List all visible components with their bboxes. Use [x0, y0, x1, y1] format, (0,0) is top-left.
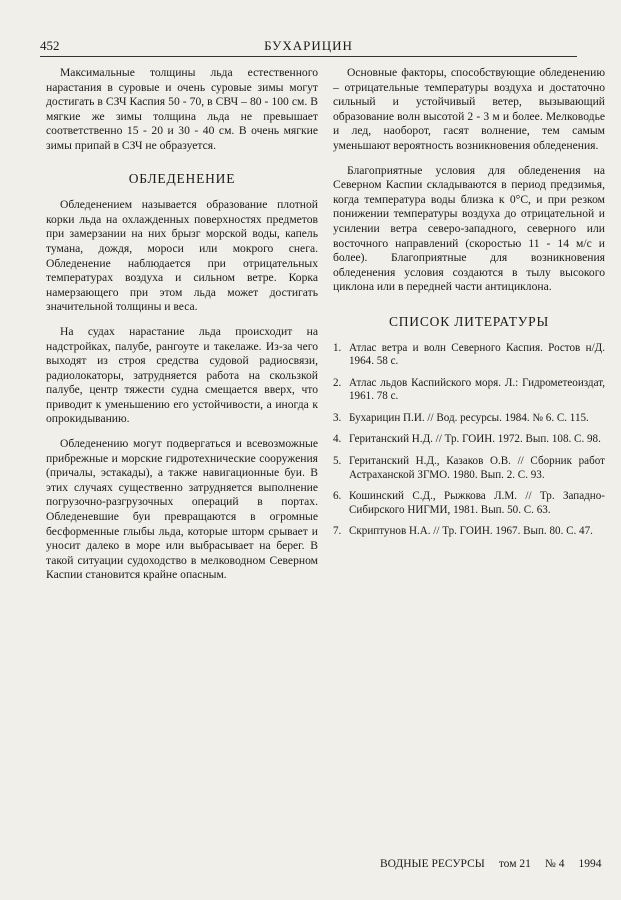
reference-number: 1.	[333, 341, 342, 354]
page-number: 452	[40, 38, 60, 53]
reference-number: 6.	[333, 490, 342, 503]
reference-text: Геританский Н.Д. // Тр. ГОИН. 1972. Вып. 108. С. 98.	[349, 433, 601, 446]
reference-number: 4.	[333, 433, 342, 446]
reference-text: Атлас льдов Каспийского моря. Л.: Гидрометеоиздат, 1961. 78 с.	[349, 376, 605, 403]
reference-list	[333, 342, 605, 540]
journal-issue: № 4	[544, 858, 565, 870]
journal-year: 1994	[578, 858, 602, 870]
page-footer	[380, 858, 601, 870]
reference-text: Бухарицин П.И. // Вод. ресурсы. 1984. № 6. С. 115.	[349, 411, 589, 424]
references-heading: СПИСОК ЛИТЕРАТУРЫ	[388, 313, 550, 329]
left-column	[46, 66, 318, 593]
reference-item	[333, 490, 605, 517]
reference-text: Геританский Н.Д., Казаков О.В. // Сборник работ Астраханской ЗГМО. 1980. Вып. 2. С. 93.	[349, 455, 605, 481]
reference-number: 2.	[333, 376, 342, 389]
paragraph: На судах нарастание льда происходит на надстройках, палубе, рангоуте и такелаже. Из-за чего выходят из строя средства судовой радиосвязи, радиолокаторы, затрудняется работа на скользкой палубе, центр тяжести судна смещается вверх, что приводит к уменьшению его устойчивости, а иногда к опрокидыванию.	[46, 324, 318, 426]
reference-item	[333, 342, 605, 369]
reference-item	[333, 455, 605, 482]
paragraph: Благоприятные условия для обледенения на Северном Каспии складываются в период предзимья, когда температура воды близка к 0°С, и при резком понижении температуры воздуха до отрицательной и усилении ветра северо-западного, северного или восточного направлений (скоростью 11 - 14 м/с и более). Благоприятные для возникновения обледенения условия создаются в тылу высокого циклона или в передней части антициклона.	[333, 163, 605, 294]
journal-name: ВОДНЫЕ РЕСУРСЫ	[380, 858, 485, 870]
reference-item	[333, 525, 605, 539]
page-header	[40, 38, 577, 57]
journal-volume: том 21	[498, 858, 531, 870]
reference-text: Кошинский С.Д., Рыжкова Л.М. // Тр. Западно-Сибирского НИГМИ, 1981. Вып. 50. С. 63.	[349, 490, 605, 516]
reference-item	[333, 377, 605, 404]
reference-number: 3.	[333, 411, 342, 424]
section-heading: ОБЛЕДЕНЕНИЕ	[128, 170, 236, 186]
reference-number: 7.	[333, 525, 342, 538]
paragraph: Максимальные толщины льда естественного нарастания в суровые и очень суровые зимы могут достигать в СЗЧ Каспия 50 - 70, в СВЧ – 80 - 100 см. В мягкие же зимы толщина льда не превышает соответственно 15 - 20 и 30 - 40 см. В очень мягкие зимы припай в СЗЧ не образуется.	[46, 66, 318, 152]
paragraph: Основные факторы, способствующие обледенению – отрицательные температуры воздуха и достаточно сильный и устойчивый ветер, вызывающий образование волн высотой 2 - 3 м и более. Мелководье и лед, наоборот, гасят волнение, тем самым уменьшают вероятность возникновения обледенения.	[333, 66, 605, 152]
reference-number: 5.	[333, 455, 342, 468]
reference-item	[333, 433, 605, 447]
paragraph: Обледенению могут подвергаться и всевозможные прибрежные и морские гидротехнические сооружения (причалы, эстакады), а также навигационные буи. В этих случаях существенно затрудняется выполнение погрузочно-разгрузочных операций в портах. Обледеневшие буи превращаются в огромные бесформенные глыбы льда, которые шторм срывает и уносит далеко в море или выбрасывает на берег. В такой ситуации судоходство в мелководном Северном Каспии становится крайне опасным.	[46, 437, 318, 582]
reference-text: Скриптунов Н.А. // Тр. ГОИН. 1967. Вып. 80. С. 47.	[349, 525, 593, 538]
running-title: БУХАРИЦИН	[264, 38, 353, 53]
right-column	[333, 66, 605, 547]
reference-text: Атлас ветра и волн Северного Каспия. Ростов н/Д. 1964. 58 с.	[349, 341, 605, 368]
paragraph: Обледенением называется образование плотной корки льда на охлажденных поверхностях предметов при замерзании на них брызг морской воды, капель тумана, дождя, мороси или мокрого снега. Обледенение наблюдается при отрицательных температурах воздуха и сильном ветре. Корка намерзающего при этом льда может достигать значительной толщины и веса.	[46, 198, 318, 314]
reference-item	[333, 412, 605, 426]
